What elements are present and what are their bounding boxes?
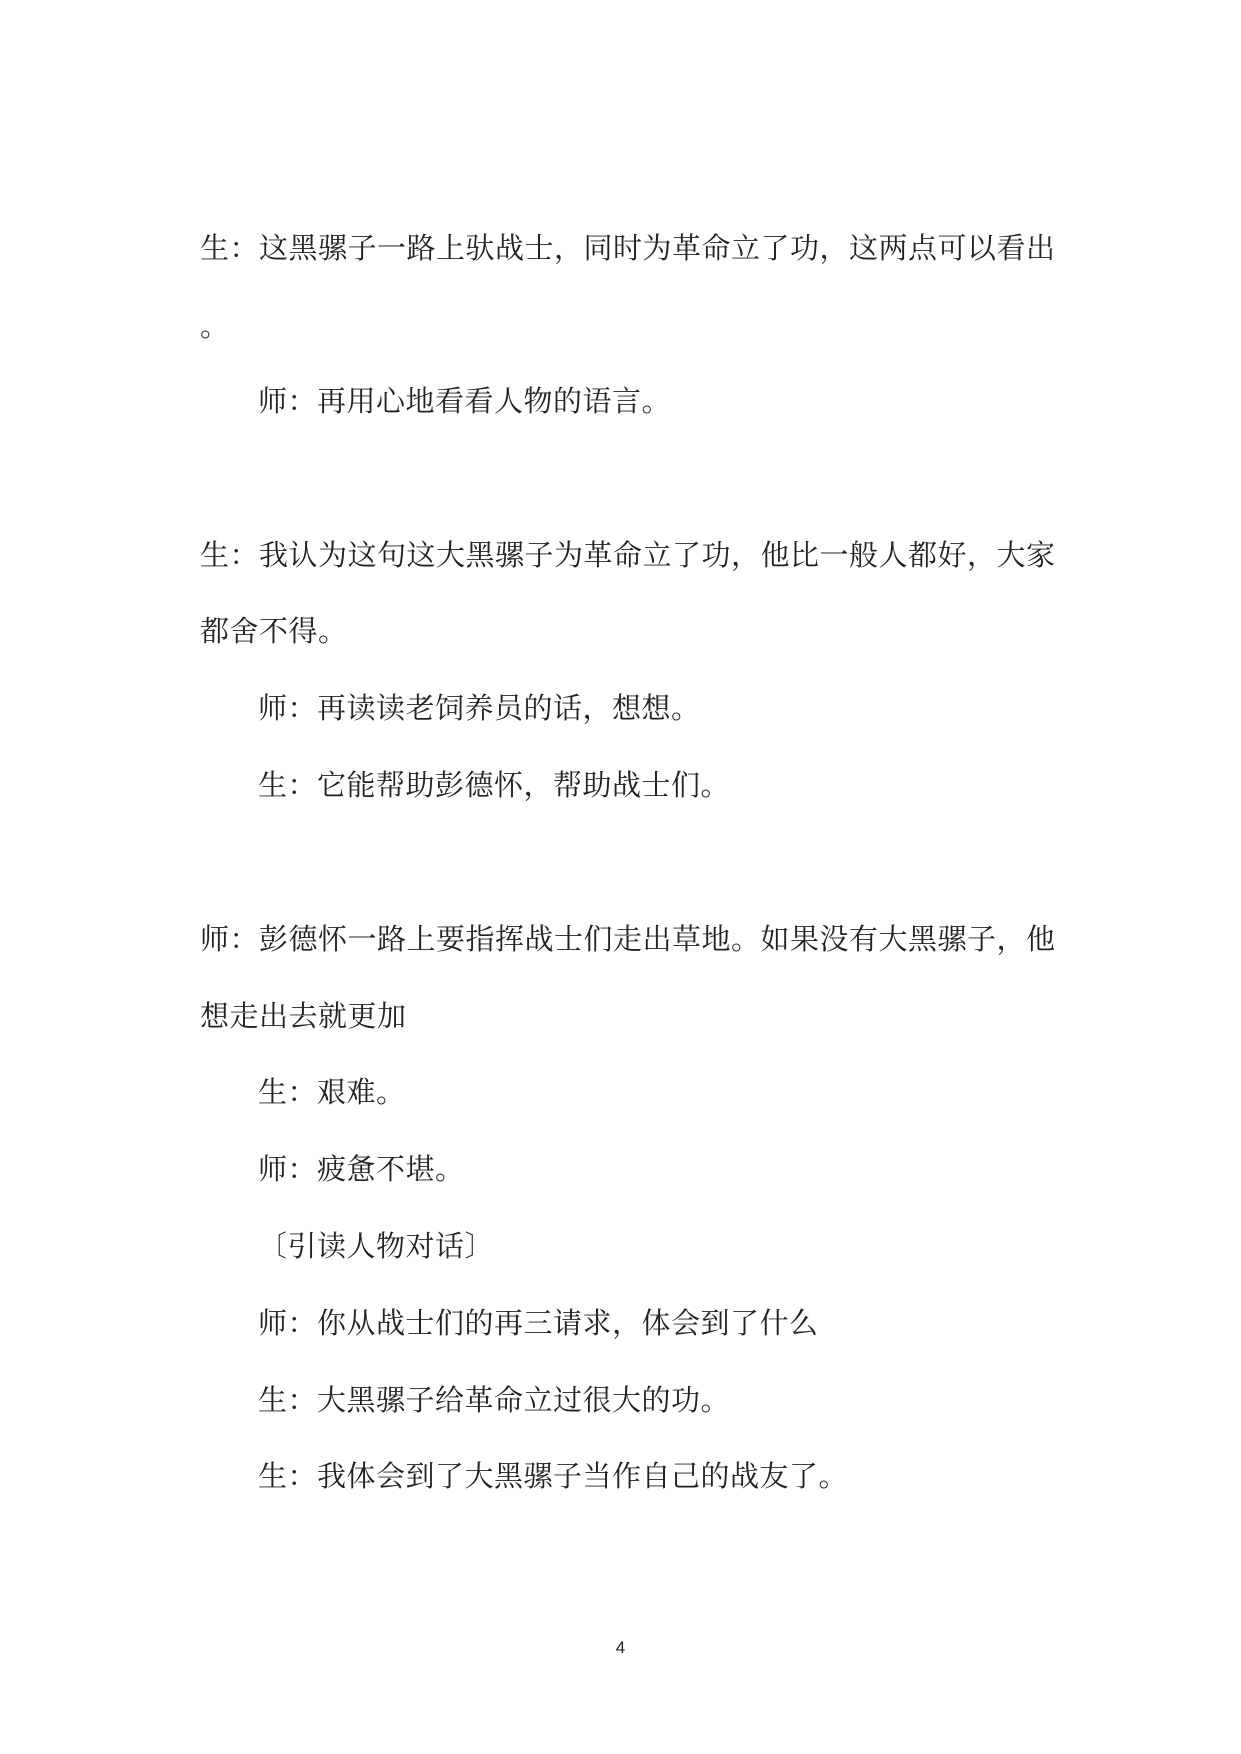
- paragraph-line: 生：艰难。: [258, 1075, 406, 1109]
- paragraph-line: 生：这黑骡子一路上驮战士，同时为革命立了功，这两点可以看出: [200, 231, 1056, 265]
- paragraph-line: 师：彭德怀一路上要指挥战士们走出草地。如果没有大黑骡子，他: [200, 922, 1056, 956]
- paragraph-line: 。: [200, 309, 230, 343]
- paragraph-line: 师：你从战士们的再三请求，体会到了什么: [258, 1306, 819, 1340]
- page-number: 4: [615, 1638, 626, 1657]
- paragraph-line: 生：它能帮助彭德怀，帮助战士们。: [258, 768, 731, 802]
- paragraph-line: 生：大黑骡子给革命立过很大的功。: [258, 1383, 731, 1417]
- paragraph-line: 都舍不得。: [200, 614, 348, 648]
- paragraph-line: 师：再用心地看看人物的语言。: [258, 384, 672, 418]
- paragraph-line: 〔引读人物对话〕: [258, 1229, 495, 1263]
- paragraph-line: 生：我认为这句这大黑骡子为革命立了功，他比一般人都好，大家: [200, 538, 1056, 572]
- paragraph-line: 生：我体会到了大黑骡子当作自己的战友了。: [258, 1459, 849, 1493]
- paragraph-line: 师：再读读老饲养员的话，想想。: [258, 691, 701, 725]
- paragraph-line: 师：疲惫不堪。: [258, 1152, 465, 1186]
- paragraph-line: 想走出去就更加: [200, 999, 407, 1033]
